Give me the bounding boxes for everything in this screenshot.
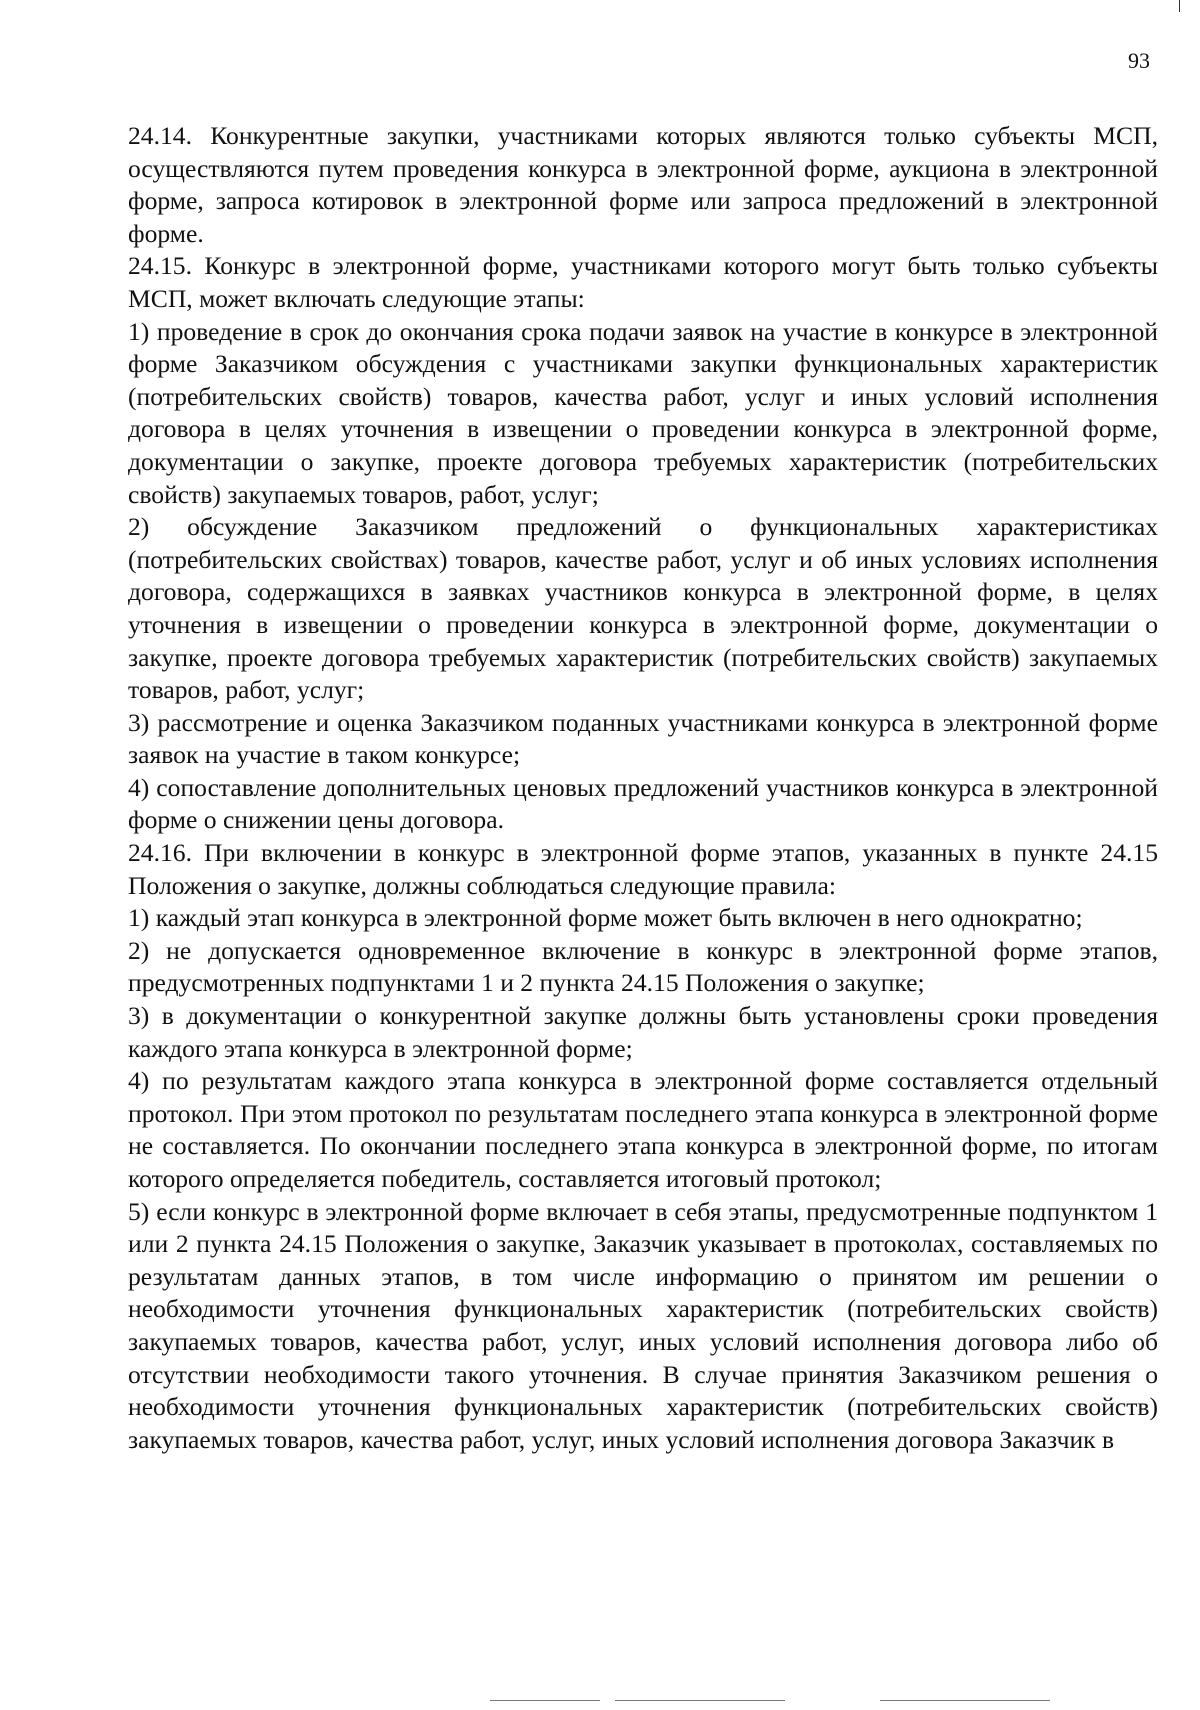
scan-footer-rule [490, 1700, 600, 1701]
document-body [128, 120, 1158, 1456]
list-item-24-16-5: 5) если конкурс в электронной форме включает в себя этапы, предусмотренные подпунктом 1 или 2 пункта 24.15 Положения о закупке, Заказчик указывает в протоколах, составляемых по результатам данных этапов, в том числе информацию о принятом им решении о необходимости уточнения функциональных характеристик (потребительских свойств) закупаемых товаров, качества работ, услуг, иных условий исполнения договора либо об отсутствии необходимости такого уточнения. В случае принятия Заказчиком решения о необходимости уточнения функциональных характеристик (потребительских свойств) закупаемых товаров, качества работ, услуг, иных условий исполнения договора Заказчик в [128, 1196, 1158, 1454]
scan-footer-rule [615, 1700, 785, 1701]
list-item-24-16-4: 4) по результатам каждого этапа конкурса в электронной форме составляется отдельный протокол. При этом протокол по результатам последнего этапа конкурса в электронной форме не составляется. По окончании последнего этапа конкурса в электронной форме, по итогам которого определяется победитель, составляется итоговый протокол; [128, 1066, 1158, 1193]
list-item-24-15-1: 1) проведение в срок до окончания срока подачи заявок на участие в конкурсе в электронной форме Заказчиком обсуждения с участниками закупки функциональных характеристик (потребительских свойств) товаров, качества работ, услуг и иных условий исполнения договора в целях уточнения в извещении о проведении конкурса в электронной форме, документации о закупке, проекте договора требуемых характеристик (потребительских свойств) закупаемых товаров, работ, услуг; [128, 316, 1158, 509]
list-item-24-15-4: 4) сопоставление дополнительных ценовых предложений участников конкурса в электронной форме о снижении цены договора. [128, 772, 1158, 835]
list-item-24-16-1: 1) каждый этап конкурса в электронной форме может быть включен в него однократно; [128, 903, 1083, 933]
paragraph-24-16: 24.16. При включении в конкурс в электронной форме этапов, указанных в пункте 24.15 Положения о закупке, должны соблюдаться следующие правила: [128, 838, 1158, 900]
list-item-24-15-2: 2) обсуждение Заказчиком предложений о функциональных характеристиках (потребительских свойствах) товаров, качестве работ, услуг и об иных условиях исполнения договора, содержащихся в заявках участников конкурса в электронной форме, в целях уточнения в извещении о проведении конкурса в электронной форме, документации о закупке, проекте договора требуемых характеристик (потребительских свойств) закупаемых товаров, работ, услуг; [128, 512, 1158, 705]
list-item-24-16-2: 2) не допускается одновременное включение в конкурс в электронной форме этапов, предусмотренных подпунктами 1 и 2 пункта 24.15 Положения о закупке; [128, 935, 1158, 998]
list-item-24-15-3: 3) рассмотрение и оценка Заказчиком поданных участниками конкурса в электронной форме заявок на участие в таком конкурсе; [128, 707, 1158, 770]
paragraph-24-15: 24.15. Конкурс в электронной форме, участниками которого могут быть только субъекты МСП, может включать следующие этапы: [128, 251, 1158, 313]
scan-footer-rule [880, 1700, 1050, 1701]
scan-edge-mark [1179, 0, 1180, 12]
list-item-24-16-3: 3) в документации о конкурентной закупке должны быть установлены сроки проведения каждого этапа конкурса в электронной форме; [128, 1001, 1158, 1063]
page-number: 93 [1128, 48, 1150, 73]
paragraph-24-14: 24.14. Конкурентные закупки, участниками которых являются только субъекты МСП, осуществляются путем проведения конкурса в электронной форме, аукциона в электронной форме, запроса котировок в электронной форме или запроса предложений в электронной форме. [128, 121, 1158, 248]
